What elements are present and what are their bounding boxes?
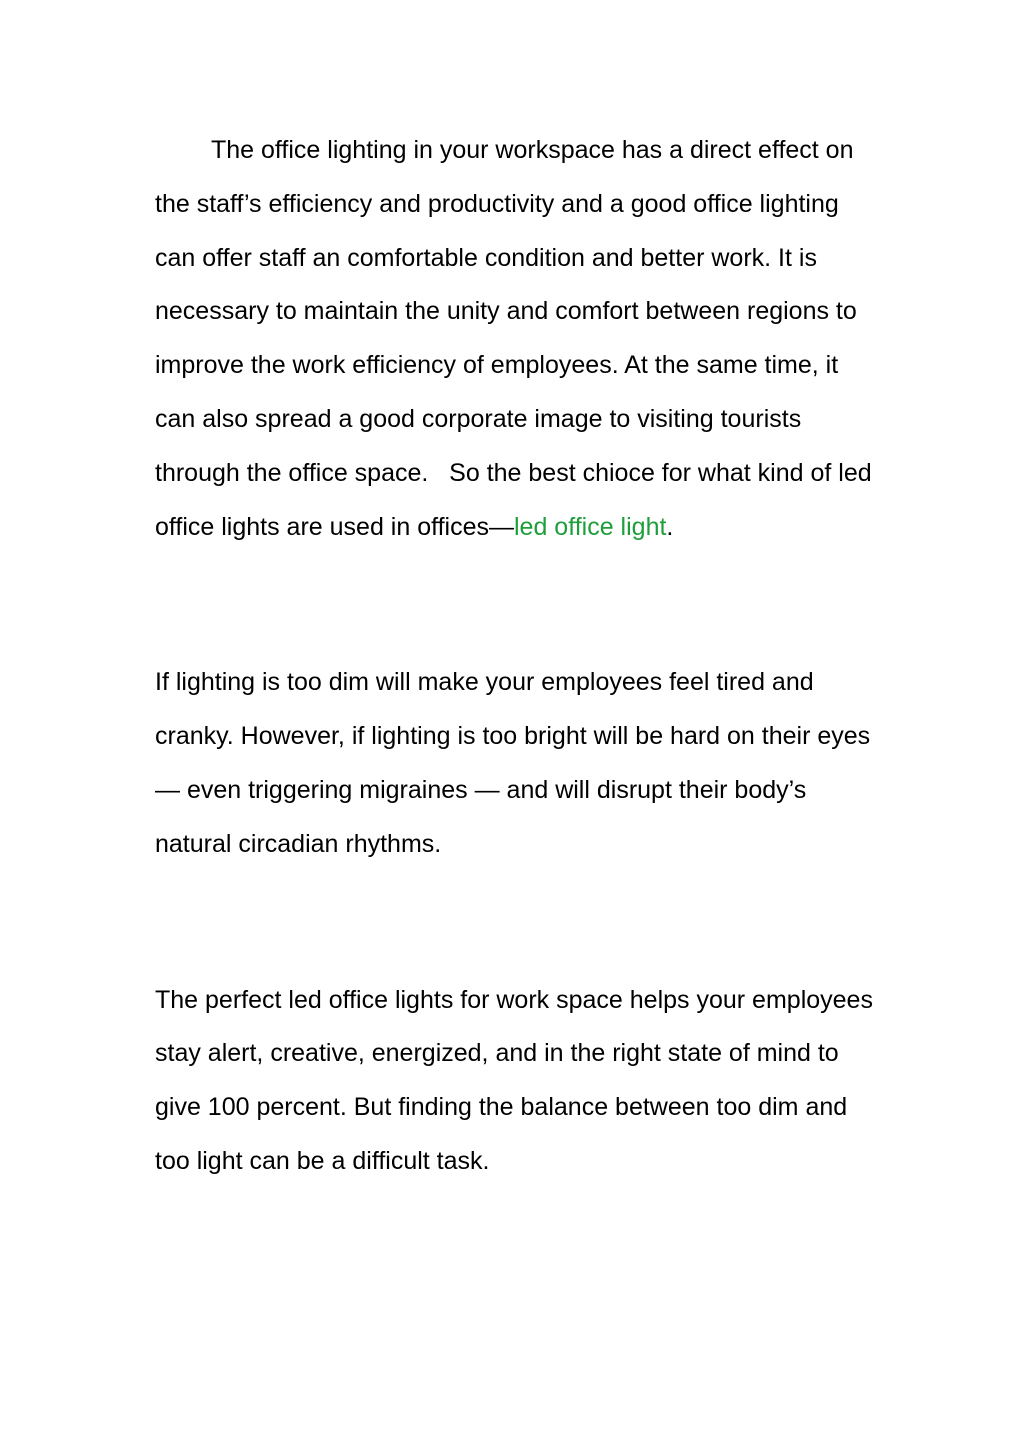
paragraph-text: The perfect led office lights for work space helps your employees stay alert, creative, energized, and in the right state of mind to give 100 percent. But finding the balance between too dim and too light can be a difficult task. xyxy=(155,985,873,1175)
paragraph-punctuation: . xyxy=(666,512,674,541)
document-body xyxy=(155,124,885,1189)
led-office-light-link[interactable]: led office light xyxy=(514,512,667,541)
paragraph-text: If lighting is too dim will make your employees feel tired and cranky. However, if lighting is too bright will be hard on their eyes — even triggering migraines — and will disrupt their body’s natural circadian rhythms. xyxy=(155,668,871,858)
paragraph-text: The office lighting in your workspace has a direct effect on the staff’s efficiency and productivity and a good office lighting can offer staff an comfortable condition and better work. It is necessary to maintain the unity and comfort between regions to improve the work efficiency of employees. At the same time, it can also spread a good corporate image to visiting tourists through the office space. So the best chioce for what kind of led office lights are used in offices— xyxy=(155,136,872,541)
paragraph-perfect-lights xyxy=(155,974,885,1189)
paragraph-office-lighting-intro xyxy=(155,124,885,554)
paragraph-lighting-brightness xyxy=(155,656,885,871)
